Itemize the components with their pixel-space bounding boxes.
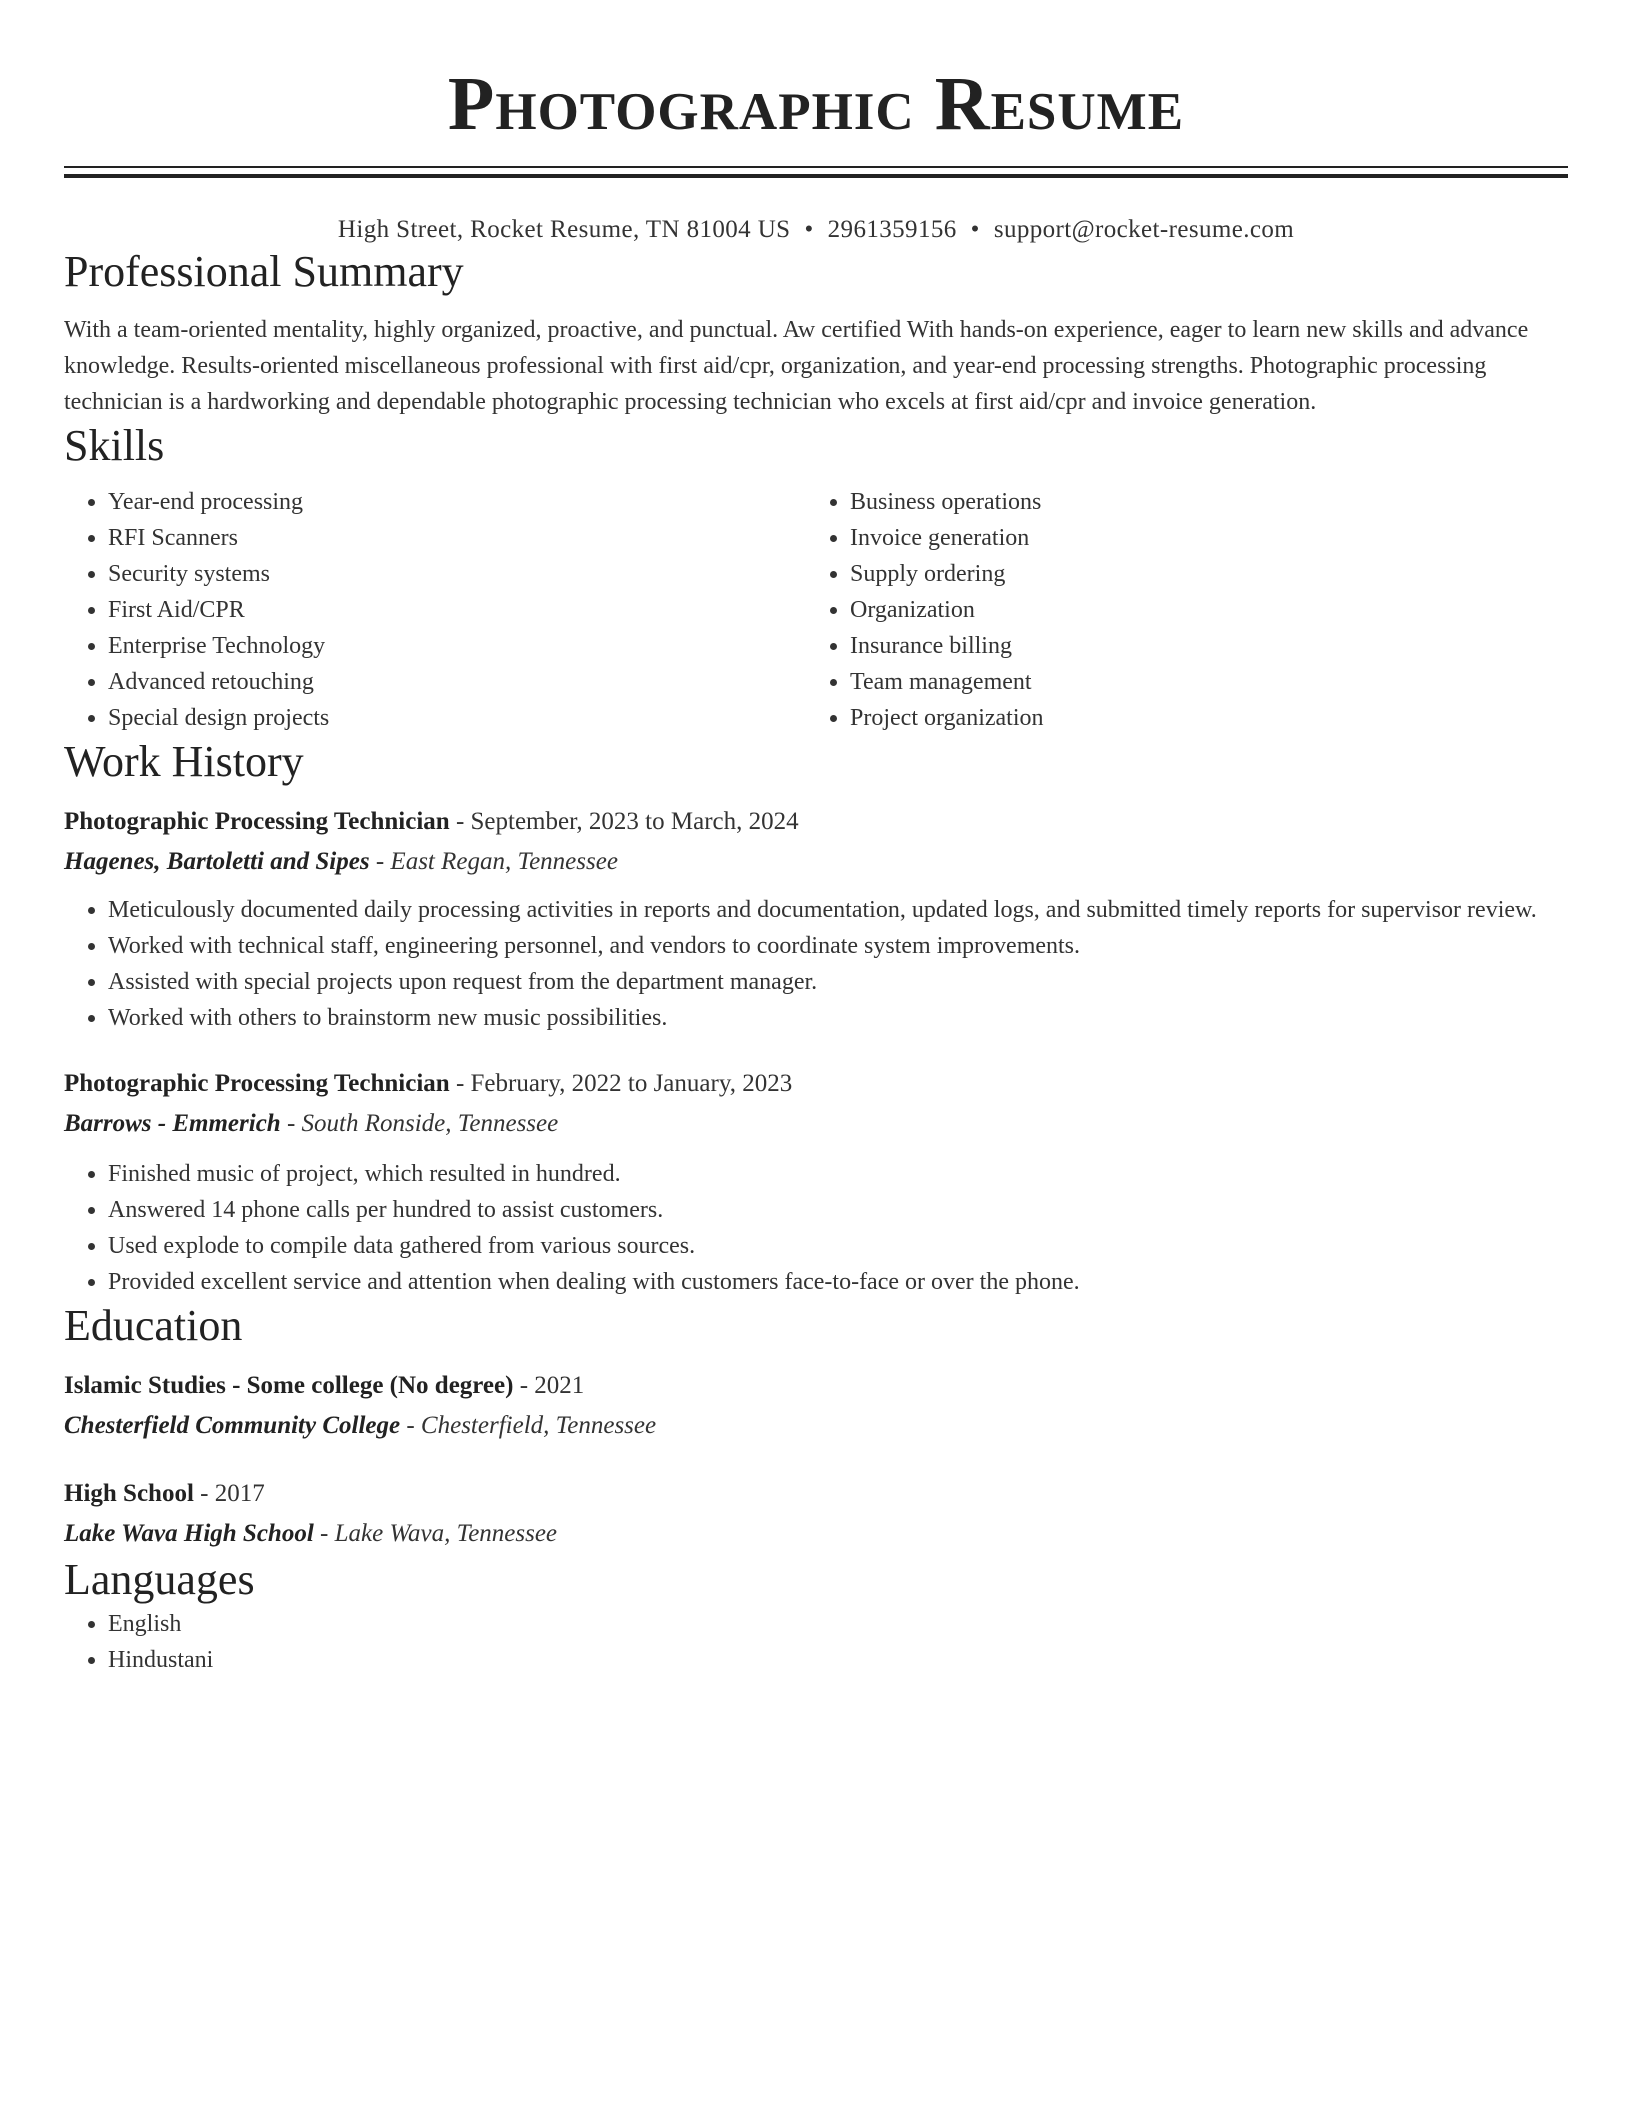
- job-bullets: [64, 1156, 1568, 1300]
- job-bullet: • Answered 14 phone calls per hundred to assist customers.: [108, 1192, 1568, 1228]
- language-item: • Hindustani: [108, 1642, 1568, 1678]
- skill-item: • Organization: [850, 592, 1548, 628]
- skill-item: • Special design projects: [108, 700, 806, 736]
- job-entry: [64, 1064, 1568, 1300]
- company-line: [64, 842, 1568, 882]
- skill-item: • Year-end processing: [108, 484, 806, 520]
- school-name: Lake Wava High School: [64, 1520, 314, 1547]
- job-dates: - February, 2022 to January, 2023: [449, 1070, 793, 1097]
- degree-name: High School: [64, 1480, 194, 1507]
- contact-address: High Street, Rocket Resume, TN 81004 US: [337, 216, 791, 243]
- job-bullet: • Assisted with special projects upon request from the department manager.: [108, 964, 1568, 1000]
- degree-name: Islamic Studies - Some college (No degree): [64, 1372, 514, 1399]
- skills-columns: [64, 484, 1568, 736]
- degree-line: [64, 1366, 1568, 1406]
- skill-item: • Insurance billing: [850, 628, 1548, 664]
- school-location: - Lake Wava, Tennessee: [313, 1520, 558, 1547]
- education-heading: Education: [64, 1301, 243, 1350]
- skills-heading: Skills: [64, 421, 165, 470]
- job-bullet: • Worked with others to brainstorm new music possibilities.: [108, 1000, 1568, 1036]
- company-location: - East Regan, Tennessee: [369, 848, 618, 875]
- contact-line: [64, 214, 1568, 246]
- skill-item: • Security systems: [108, 556, 806, 592]
- job-entry: [64, 802, 1568, 1036]
- job-title-line: [64, 802, 1568, 842]
- degree-year: - 2021: [513, 1372, 585, 1399]
- skill-item: • RFI Scanners: [108, 520, 806, 556]
- job-bullet: • Finished music of project, which resulted in hundred.: [108, 1156, 1568, 1192]
- job-bullet: • Provided excellent service and attention when dealing with customers face-to-face or over the phone.: [108, 1264, 1568, 1300]
- skill-item: • Team management: [850, 664, 1548, 700]
- school-name: Chesterfield Community College: [64, 1412, 401, 1439]
- skill-item: • First Aid/CPR: [108, 592, 806, 628]
- skill-item: • Business operations: [850, 484, 1548, 520]
- skill-item: • Advanced retouching: [108, 664, 806, 700]
- degree-line: [64, 1474, 1568, 1514]
- skills-right-list: [806, 484, 1548, 736]
- education-entry: [64, 1474, 1568, 1554]
- summary-heading: Professional Summary: [64, 247, 464, 296]
- summary-text: With a team-oriented mentality, highly organized, proactive, and punctual. Aw certified With hands-on experience, eager to learn new skills and advance knowledge. Results-oriented miscellaneous professional with first aid/cpr, organization, and year-end processing strengths. Photographic processing technician is a hardworking and dependable photographic processing technician who excels at first aid/cpr and invoice generation.: [64, 317, 1529, 415]
- title-divider-thick: [64, 174, 1568, 178]
- company-line: [64, 1104, 1568, 1144]
- job-bullet: • Used explode to compile data gathered from various sources.: [108, 1228, 1568, 1264]
- job-title: Photographic Processing Technician: [64, 808, 450, 835]
- company-name: Barrows - Emmerich: [64, 1110, 281, 1137]
- job-bullet: • Worked with technical staff, engineering personnel, and vendors to coordinate system improvements.: [108, 928, 1568, 964]
- school-line: [64, 1514, 1568, 1554]
- language-item: • English: [108, 1606, 1568, 1642]
- job-title: Photographic Processing Technician: [64, 1070, 450, 1097]
- job-title-line: [64, 1064, 1568, 1104]
- contact-email: support@rocket-resume.com: [993, 216, 1295, 243]
- title-divider-thin: [64, 166, 1568, 168]
- page-title: Photographic Resume: [447, 62, 1185, 146]
- job-bullets: [64, 892, 1568, 1036]
- school-line: [64, 1406, 1568, 1446]
- languages-list: [64, 1606, 1568, 1678]
- contact-separator: •: [804, 216, 814, 243]
- contact-phone: 2961359156: [827, 216, 957, 243]
- skills-left-list: [64, 484, 806, 736]
- skill-item: • Enterprise Technology: [108, 628, 806, 664]
- company-name: Hagenes, Bartoletti and Sipes: [64, 848, 370, 875]
- company-location: - South Ronside, Tennessee: [280, 1110, 559, 1137]
- languages-heading: Languages: [64, 1555, 255, 1604]
- job-bullet: • Meticulously documented daily processing activities in reports and documentation, updated logs, and submitted timely reports for supervisor review.: [108, 892, 1568, 928]
- degree-year: - 2017: [193, 1480, 265, 1507]
- job-dates: - September, 2023 to March, 2024: [449, 808, 799, 835]
- contact-separator: •: [970, 216, 980, 243]
- skill-item: • Supply ordering: [850, 556, 1548, 592]
- school-location: - Chesterfield, Tennessee: [400, 1412, 657, 1439]
- education-entry: [64, 1366, 1568, 1446]
- work-history-heading: Work History: [64, 737, 304, 786]
- skill-item: • Invoice generation: [850, 520, 1548, 556]
- skill-item: • Project organization: [850, 700, 1548, 736]
